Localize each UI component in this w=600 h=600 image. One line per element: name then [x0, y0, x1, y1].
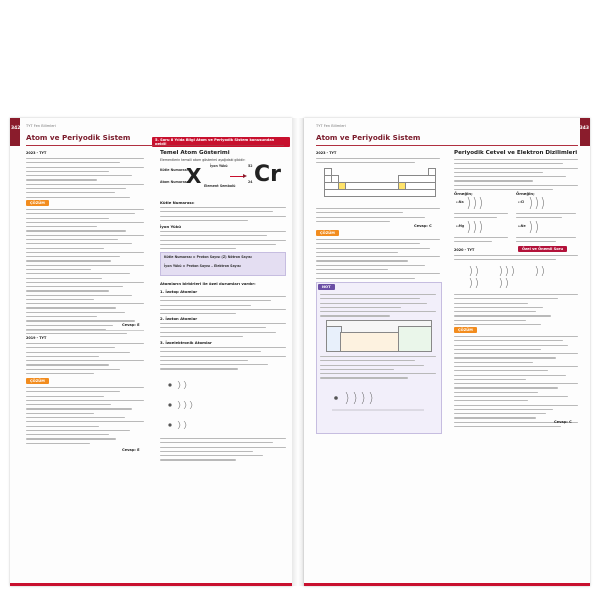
- page-number: 343: [579, 126, 589, 131]
- answer-label: Cevap: C: [554, 420, 572, 424]
- example-element: ₁₁Na: [456, 200, 464, 204]
- note-text: [320, 356, 436, 382]
- paragraph: [160, 231, 286, 252]
- example-element: ₁₇Cl: [518, 200, 525, 204]
- electron-shell-diagrams: [160, 373, 286, 433]
- mass-label: Kütle Numarası: [160, 168, 188, 172]
- shell-diagram: [526, 196, 566, 210]
- paragraph: [454, 159, 578, 193]
- table-block: [340, 332, 400, 352]
- title-rule: [26, 145, 284, 146]
- periodic-table-diagram: [326, 320, 430, 350]
- shell-diagram: [464, 220, 504, 234]
- column-title: Temel Atom Gösterimi: [160, 150, 230, 156]
- cr-mass: 52: [248, 164, 253, 168]
- question-year: 2020 - TYT: [454, 248, 475, 252]
- section-title: Atom ve Periyodik Sistem: [316, 133, 421, 142]
- solution-text: [454, 336, 578, 430]
- arrow-head-icon: [243, 174, 247, 178]
- question-shell-diagrams: [460, 264, 576, 290]
- example-label: Örneğin;: [454, 191, 473, 196]
- cr-number: 24: [248, 180, 253, 184]
- divider: [26, 330, 144, 331]
- question-year: 2019 - TYT: [26, 336, 47, 340]
- footer-rule: [10, 583, 292, 586]
- important-question-badge: Özel ve Önemli Soru: [518, 246, 567, 252]
- isoelectronic-heading: 3. İzoelektronik Atomlar: [160, 340, 212, 345]
- shell-diagram: [526, 220, 566, 234]
- generic-symbol: X: [186, 164, 202, 188]
- paragraph: [160, 207, 286, 224]
- formula-line: İyon Yükü = Proton Sayısı – Elektron Sayısı: [164, 264, 241, 268]
- title-rule: [316, 145, 578, 146]
- solution-text: [26, 387, 144, 447]
- shell-diagram: [464, 196, 504, 210]
- column-title: Periyodik Cetvel ve Elektron Dizilimleri: [454, 150, 578, 156]
- answer-label: Cevap: E: [122, 448, 140, 452]
- solution-tag: ÇÖZÜM: [26, 378, 49, 384]
- question-text: [26, 343, 144, 377]
- electron-config-diagram: [326, 386, 430, 416]
- question-text: [454, 255, 578, 264]
- question-year: 2023 - TYT: [26, 151, 47, 155]
- example-element: ₁₀Ne: [518, 224, 526, 228]
- right-page: [304, 118, 590, 586]
- arrow: [230, 176, 244, 177]
- caption: [516, 237, 576, 246]
- caption: [454, 237, 508, 246]
- isotone-heading: 2. İzoton Atomlar: [160, 316, 198, 321]
- paragraph: [160, 296, 286, 317]
- page-number: 342: [11, 126, 21, 131]
- spine: [292, 118, 304, 586]
- note-text: [320, 294, 436, 320]
- question-text: [316, 158, 440, 167]
- ion-label: İyon Yükü: [210, 164, 228, 168]
- page-number-tab: [580, 118, 590, 146]
- periodic-table-question: [324, 168, 434, 202]
- atom-types-heading: Atomların birbirleri ile özel durumları vardır:: [160, 281, 256, 286]
- solution-tag: ÇÖZÜM: [316, 230, 339, 236]
- isotope-heading: 1. İzotop Atomlar: [160, 289, 198, 294]
- answer-label: Cevap: E: [122, 323, 140, 327]
- note-tag: NOT: [318, 284, 335, 290]
- example-label: Örneğin;: [516, 191, 535, 196]
- table-cell: [324, 189, 436, 197]
- left-page: [10, 118, 292, 586]
- section-banner: 5. Soru 8 Yılda Bilgi Atom ve Periyodik Sistem konusundan geldi!: [152, 137, 290, 147]
- question-text: [316, 208, 440, 225]
- chromium-symbol: Cr: [254, 162, 281, 187]
- section-title: Atom ve Periyodik Sistem: [26, 133, 131, 142]
- table-block: [398, 326, 432, 352]
- intro-text: Elementlerin temsili atom gösterimi aşağıdaki gibidir:: [160, 158, 246, 162]
- mass-heading: Kütle Numarası:: [160, 200, 195, 205]
- solution-text: [316, 239, 440, 282]
- solution-text: [26, 209, 144, 337]
- solution-tag: ÇÖZÜM: [454, 327, 477, 333]
- page-number-tab: [10, 118, 20, 146]
- question-options: [454, 294, 578, 328]
- symbol-label: Element Sembolü: [204, 184, 236, 188]
- ion-heading: İyon Yükü: [160, 224, 181, 229]
- question-year: 2023 - TYT: [316, 151, 337, 155]
- answer-label: Cevap: C: [414, 224, 432, 228]
- question-text: [26, 158, 144, 201]
- paragraph: [160, 438, 286, 464]
- paragraph: [160, 347, 286, 373]
- running-head: TYT Fen Bilimleri: [26, 124, 56, 128]
- running-head: TYT Fen Bilimleri: [316, 124, 346, 128]
- footer-rule: [304, 583, 590, 586]
- solution-tag: ÇÖZÜM: [26, 200, 49, 206]
- atom-number-label: Atom Numarası: [160, 180, 188, 184]
- example-element: ₁₂Mg: [456, 224, 465, 228]
- formula-line: Kütle Numarası = Proton Sayısı (Z) Nötron Sayısı: [164, 255, 252, 259]
- paragraph: [160, 323, 286, 340]
